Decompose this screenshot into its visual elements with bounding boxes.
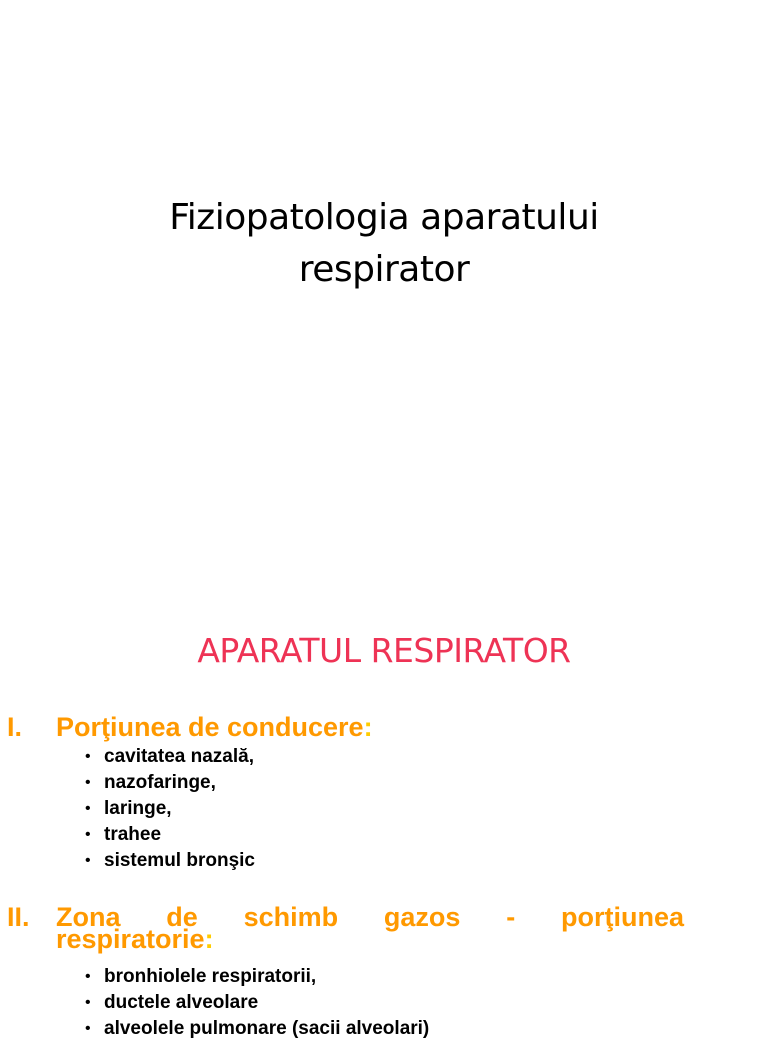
- bullet-icon: •: [85, 800, 91, 817]
- list-item: [85, 770, 255, 796]
- list-item: [85, 848, 255, 874]
- list-item: [85, 1016, 429, 1042]
- section-title: [56, 714, 373, 740]
- slide-heading: APARATUL RESPIRATOR: [197, 631, 571, 670]
- section-title-word: -: [506, 902, 516, 932]
- title-line-2: respirator: [298, 249, 470, 290]
- list-item: [85, 990, 429, 1016]
- section-colon: :: [363, 712, 373, 742]
- respiratorie-list: [85, 964, 429, 1042]
- section-title-text: respiratorie: [56, 924, 205, 954]
- section-title-line-2: [56, 926, 214, 952]
- presentation-title: [0, 192, 768, 296]
- bullet-icon: •: [85, 852, 91, 869]
- slide-aparatul-respirator: [0, 576, 768, 1039]
- section-title-word: porţiunea: [560, 902, 684, 932]
- list-item: [85, 822, 255, 848]
- list-item-text: bronhiolele respiratorii,: [104, 966, 317, 987]
- section-colon: :: [204, 924, 214, 954]
- list-item-text: trahee: [104, 824, 162, 845]
- list-item-text: laringe,: [104, 798, 172, 819]
- conducere-list: [85, 744, 255, 874]
- title-line-1: Fiziopatologia aparatului: [169, 197, 599, 238]
- list-item-text: sistemul bronşic: [104, 850, 255, 871]
- section-title-word: de: [166, 902, 198, 932]
- bullet-icon: •: [85, 748, 91, 765]
- section-number: II.: [7, 902, 30, 932]
- list-item: [85, 796, 255, 822]
- section-title-word: Zona: [56, 902, 121, 932]
- section-number: I.: [7, 712, 23, 742]
- bullet-icon: •: [85, 774, 91, 791]
- list-item-text: nazofaringe,: [104, 772, 216, 793]
- list-item: [85, 964, 429, 990]
- list-item: [85, 744, 255, 770]
- bullet-icon: •: [85, 994, 91, 1011]
- bullet-icon: •: [85, 968, 91, 985]
- list-item-text: ductele alveolare: [104, 992, 259, 1013]
- bullet-icon: •: [85, 1020, 91, 1037]
- list-item-text: cavitatea nazală,: [104, 746, 254, 767]
- section-title-word: schimb: [243, 902, 339, 932]
- section-title-text: Porţiunea de conducere: [56, 712, 364, 742]
- list-item-text: alveolele pulmonare (sacii alveolari): [104, 1018, 430, 1039]
- section-title-word: gazos: [383, 902, 461, 932]
- bullet-icon: •: [85, 826, 91, 843]
